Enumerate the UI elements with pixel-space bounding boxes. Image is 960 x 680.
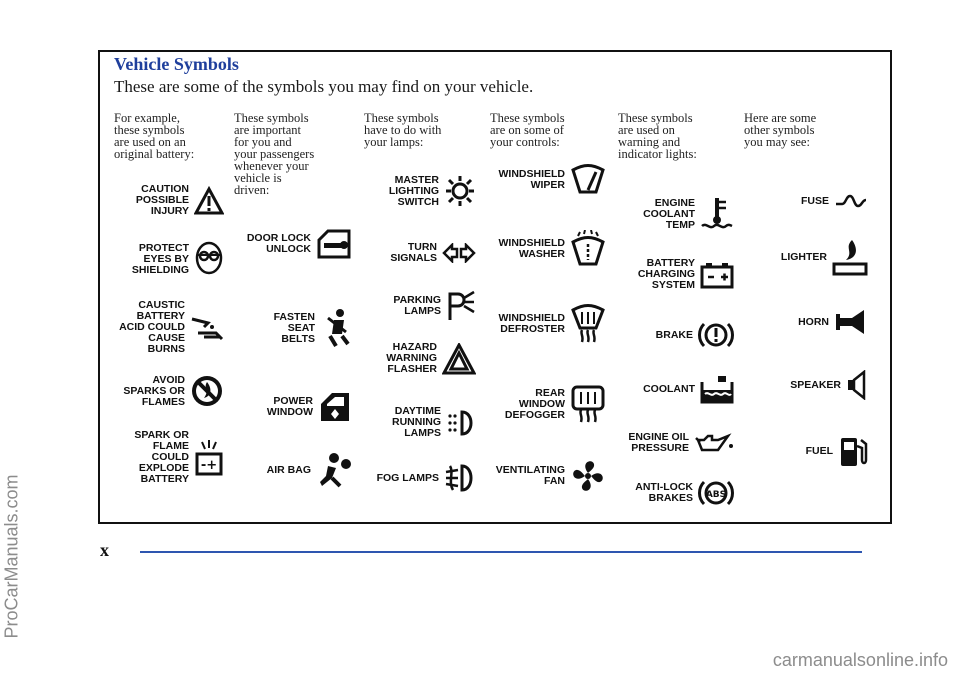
svg-text:-+: -+ [200,457,218,473]
symbol-coolant [618,374,734,404]
fan-icon [570,458,606,494]
symbol-fog-lamps [364,462,476,494]
symbol-label: DOOR LOCK UNLOCK [246,232,311,255]
symbol-label: CAUSTIC BATTERY ACID COULD CAUSE BURNS [119,299,185,355]
washer-icon [570,230,606,268]
page-title: Vehicle Symbols [114,54,239,74]
front-defrost-icon [570,304,606,344]
column-intro: These symbols have to do with your lamps: [364,111,442,149]
symbol-label: ANTI-LOCK BRAKES [635,481,693,504]
battery-explode-icon [194,438,224,478]
symbol-label: PROTECT EYES BY SHIELDING [131,241,189,276]
fog-lamps-icon [444,462,476,494]
symbol-label: ENGINE OIL PRESSURE [628,431,689,454]
symbol-label: CAUTION POSSIBLE INJURY [135,183,189,217]
column-intro: For example, these symbols are used on an original battery: [114,111,195,161]
symbol-label: DAYTIME RUNNING LAMPS [392,405,441,439]
symbol-label: WINDSHIELD DEFROSTER [498,312,565,335]
symbol-fuse [744,192,868,210]
bottom-watermark: carmanualsonline.info [772,650,948,670]
symbol-label: WINDSHIELD WIPER [498,168,565,191]
symbol-label: SPEAKER [790,378,841,391]
symbol-label: VENTILATING FAN [495,464,565,487]
turn-signals-icon [442,243,476,263]
symbol-label: COOLANT [643,382,695,395]
abs-icon [698,478,734,508]
air-bag-icon [316,452,352,488]
symbol-label: BRAKE [655,328,693,341]
symbol-battery-charging [618,258,734,291]
fuel-pump-icon [838,434,868,468]
master-lighting-icon [444,174,476,208]
coolant-temp-icon [700,196,734,232]
symbol-fuel [744,434,868,468]
column-other [744,112,880,512]
caution-triangle-icon [194,186,224,216]
symbol-label: MASTER LIGHTING SWITCH [388,173,439,208]
oil-can-icon [694,432,734,454]
column-battery [114,112,226,512]
symbol-label: REAR WINDOW DEFOGGER [504,386,565,421]
symbol-anti-lock [618,478,734,508]
acid-burn-icon [190,313,224,343]
symbol-label: HORN [798,315,829,328]
symbol-label: ENGINE COOLANT TEMP [643,196,695,231]
symbol-power-window [234,390,352,424]
speaker-icon [846,370,868,400]
horn-icon [834,308,868,336]
column-controls [490,112,612,512]
column-intro: These symbols are used on warning and indicator lights: [618,111,697,161]
symbol-master-lighting [364,174,476,208]
parking-lamps-icon [446,290,476,322]
coolant-level-icon [700,374,734,404]
seat-belt-icon [320,308,352,348]
symbol-battery-explode [114,430,224,485]
column-lamps [364,112,486,512]
symbol-label: FOG LAMPS [376,471,439,484]
column-warning-lights [618,112,738,512]
symbol-label: AVOID SPARKS OR FLAMES [123,373,185,408]
brake-icon [698,320,734,350]
page-number: x [100,540,109,560]
eye-shield-icon [194,240,224,278]
symbol-label: AIR BAG [266,463,311,476]
symbol-label: SPARK OR FLAME COULD EXPLODE BATTERY [134,429,189,485]
footer-rule [140,551,862,553]
symbol-rear-defog [490,384,606,424]
symbol-washer [490,230,606,268]
power-window-icon [318,390,352,424]
fuse-icon [834,192,868,210]
symbol-label: LIGHTER [780,250,827,263]
symbol-air-bag [234,452,352,488]
column-intro: These symbols are important for you and your passengers whenever your vehicle is driven: [234,111,315,197]
symbol-label: TURN SIGNALS [390,241,437,264]
hazard-triangle-icon [442,343,476,375]
wiper-icon [570,164,606,196]
symbol-label: PARKING LAMPS [393,294,441,317]
symbol-label: BATTERY CHARGING SYSTEM [637,257,695,291]
symbol-label: FUEL [805,444,833,457]
side-watermark [1,120,22,680]
symbol-brake [618,320,734,350]
symbol-daytime-running [364,406,476,439]
symbol-horn [744,308,868,336]
column-intro: These symbols are on some of your controls: [490,111,565,149]
symbol-speaker [744,370,868,400]
side-watermark-text: ProCarManuals.com [1,474,22,639]
symbol-front-defrost [490,304,606,344]
symbol-door-lock [234,228,352,260]
column-intro: Here are some other symbols you may see: [744,111,817,149]
symbol-parking-lamps [364,290,476,322]
svg-text:ABS: ABS [705,490,727,500]
symbol-label: FASTEN SEAT BELTS [273,310,315,345]
symbol-avoid-flames [114,374,224,408]
symbol-label: HAZARD WARNING FLASHER [386,341,437,375]
symbol-turn-signals [364,242,476,264]
symbol-label: FUSE [800,194,829,207]
symbols-panel [98,50,892,524]
battery-icon [700,261,734,289]
rear-defog-icon [570,384,606,424]
symbol-ventilating-fan [490,458,606,494]
symbol-oil-pressure [618,432,734,454]
symbol-label: POWER WINDOW [266,395,313,418]
symbol-label: WINDSHIELD WASHER [498,237,565,260]
page-subtitle: These are some of the symbols you may find on your vehicle. [114,77,534,96]
symbol-hazard-flasher [364,342,476,375]
symbol-protect-eyes [114,240,224,278]
symbol-caution [114,184,224,217]
symbol-seat-belts [234,308,352,348]
door-lock-icon [316,228,352,260]
symbol-wiper [490,164,606,196]
symbol-lighter [744,238,868,276]
symbol-coolant-temp [618,196,734,232]
lighter-icon [832,238,868,276]
daytime-running-icon [446,408,476,438]
symbol-caustic-acid [114,300,224,355]
no-flame-icon [190,374,224,408]
column-important [234,112,352,512]
